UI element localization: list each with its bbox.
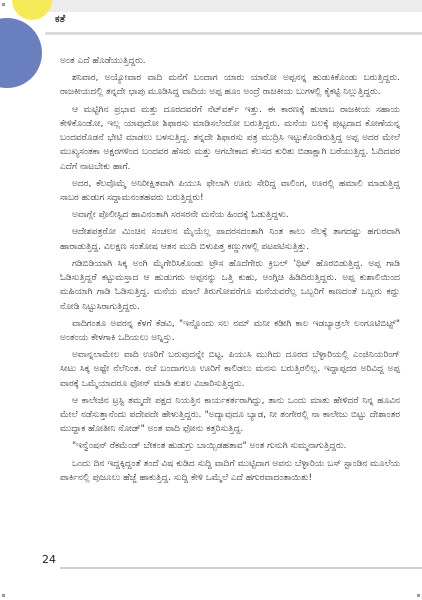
section-title: ಕತೆ [55, 14, 66, 25]
paragraph: ಅವಾಗ್ಲೇ ಪೊಲೀಸ್ಟಿದ ಹಾವಿನಂತಾಗಿ ಸರಸರನೇ ಮನೆಯ ಹಿಂದಕ್ಕೆ ಓಡುತ್ತಿದ್ದಳು. [72, 210, 289, 221]
paragraph: ಅವಾನ್ನಲಾಮೇಲ ವಾದಿ ಊರಿಗೆ ಬರುವುದನ್ನೇ ಬಿಟ್ಟ. ಪಿಯುಸಿ ಮುಗಿದು ದೂರದ ಬೆಳ್ಳಾರಿಯಲ್ಲಿ ಎಂಜಿನಿಯರಿಂಗ್ ಸೀಟು ಸಿಕ್ಕ ಅಷ್ಟೇ ನೆಲೆನಿಂತ. ರಜೆ ಬಂದಾಗಲೂ ಊರಿಗೆ ಕಾಲಿಡಲು ಮನಸು ಬರುತ್ತಿರಲಿಲ್ಲ. ಇದ್ದಾಪ್ಪದರ ಅರಿವಿದ್ದ ಅಪ್ಪ ವಾರಕ್ಕೆ ಒಮ್ಮೆಯಾದರೂ ಫೋನ್ ಮಾಡಿ ಕುಶಲ ವಿಚಾರಿಸುತ್ತಿದ್ದರು. [60, 350, 400, 389]
paragraph: ಆ ಕಾಲೇಜಿನ ಟ್ರಸ್ಟಿ ತಮ್ಮದೇ ಪಕ್ಷದ ನಿಯತ್ತಿನ ಕಾರ್ಯಕರ್ತರಾಗಿದ್ದು, ತಾನು ಒಂದು ಮಾತು ಹೇಳಿದರೆ ನಿನ್ನ ಹೂವಿನ ಮೇಲೆ ನಡೆಸುತ್ತಾನೆಂದು ಪದೇಪದೇ ಹೇಳುತ್ತಿದ್ದರು. "ಅದ್ಯಾವುದೂ ಬ್ಯಾಡ, ನೀ ತಂಗೇರಲ್ಲಿ ನಾ ಕಾಲೇಜು ಬಿಟ್ಟು ದೇಶಾಂತರ ಮುದ್ದಾಕ ಹೋತೀನಿ ನೋಡ್" ಅಂತ ವಾದಿ ಫೋನು ಕತ್ತರಿಸುತ್ತಿದ್ದ. [60, 395, 400, 435]
crop-mark [417, 594, 420, 597]
paragraph: "ಇನ್ವೆಂಷನ್ ರೆಕಮೆಂಡ್ ಬೇಕಂತ ಹುಡುಗ್ರು ಬಾಯ್ಬಿಡಹತಾವ" ಅಂತ ಗುನುಗಿ ಸುಮ್ಮನಾಗುತ್ತಿದ್ದರು. [72, 441, 347, 452]
paragraph: ವಾದಿಗಂತೂ ಅವರನ್ನ ಕೆಳಗೆ ಕೆಡವಿ, "ಇನ್ನೊಂದು ಸಲ ನಮ್ ಮನೀ ಕಡೀಗಿ ಕಾಲ ಇಡಬ್ಯಾಡ್ರಲೇ ಲಂಗೂಟಿಬಿಟ್ಟ್" ಅಂತಂಯ ಕೇಳಗಾಕಿ ಒದಿಯಲು ಅನ್ನಿಸ್ತು. [60, 318, 400, 343]
paragraph: ಅಂತ ಎದೆ ಹೊಡೆಯುತ್ತಿದ್ದರು. [60, 56, 146, 66]
paragraph: ಅದರ, ಕೆಲವೊಮ್ಮೆ ಅನಿರೀಕ್ಷಿತವಾಗಿ ಪಿಯುಸಿ ಫೇಲಾಗಿ ಊರು ಸೇರಿದ್ದ ವಾಲಿಂಗ, ಊರಲ್ಲಿ ಹಮಾಲಿ ಮಾಡುತ್ತಿದ್ದ ಸಾಬರ ಹುಡುಗ ಸದ್ದಾಮನಂತಹವರು ಬರುತ್ತಿದ್ದರು! [60, 178, 400, 203]
article-body [60, 54, 400, 488]
paragraph: ಆದೇಶಪತ್ರರೋ ಮಿಂಚಿನ ಸಂಚಲನ ಮೈಯೆಲ್ಲ ಪಾದರಸದಂತಾಗಿ ನಿಂತ ಕಾಲು ನೆಲಕ್ಕೆ ತಾಗದಷ್ಟು ಹಗುರವಾಗಿ ಹಾರಾಡುತ್ತಿದ್ದ. ವಿಲಕ್ಷಣ ಸಂತೋಷ ಆತನ ಮುದಿ ಬಿಳುಪಿತ್ತ ಕಣ್ಣುಗಳಲ್ಲಿ ಪಟಪಟಿಸುತ್ತಿತ್ತು. [60, 227, 400, 252]
paragraph: ಶನಿವಾರ, ಅಯ್ಯೋವಾರ ವಾದಿ ಮನೆಗೆ ಬಂದಾಗ ಯಾರು ಯಾರೋ ಅಪ್ಪನನ್ನ ಹುಡುಕಿಕೊಂಡು ಬರುತ್ತಿದ್ದರು. ರಾಜಕೀಯದಲ್ಲಿ ತನ್ನದೇ ಛಾಪು ಮೂಡಿಸಿದ್ದ ವಾದಿಯ ಅಪ್ಪ ಹೂಂ ಅಂದ್ರೆ ರಾಜಕೀಯ ಬುಗಳಲ್ಲಿ ಕೈಕಟ್ಟಿ ನಿಲ್ಲುತ್ತಿದ್ದರು. [60, 73, 400, 98]
decorative-yellow-circle [12, 0, 52, 20]
paragraph: ಆ ಮಟ್ಟಿಗಿನ ಪ್ರಭಾವ ಮತ್ತು ದೂರದವರೆಗೆ ನೆಟ್‌ವರ್ಕ್ ಇತ್ತು. ಈ ಕಾರಣಕ್ಕೆ ಹುಟಾಬ ರಾಜಕೀಯ ಸಹಾಯ ಕೇಳಿಕೊಂಡೋ, ಇಲ್ಲ ಯಾವುದೋ ಶಿಫಾರಸು ಮಾಡಿಸಲೆಂದೋ ಬರುತ್ತಿದ್ದರು. ಮನೆಯ ಬಲಕ್ಕೆ ಪುಟ್ಟದಾದ ಕೋಣೆಯನ್ನ ಬಂದವರೊಡನೆ ಭೇಟಿ ಮಾಡಲು ಬಳಸುತ್ತಿದ್ದ. ತನ್ನದೇ ಶಿಫಾರಸು ಪತ್ರ ಮುದ್ರಿಸಿ ಇಟ್ಟುಕೊಂಡಿರುತ್ತಿದ್ದ ಅಪ್ಪ ಅದರ ಮೇಲೆ ಮುಖ್ಯಸಂತಕಾ ಅಕ್ಷರಗಳಿಂದ ಬಂದವರ ಹೆಸರು ಮತ್ತು ಆಗಬೇಕಾದ ಕೆಲಸದ ಕುರಿತು ಬಿಡಾಕ್ಷಾಗಿ ಬರೆಯುತ್ತಿದ್ದ. ಓದಿದವರ ಎದೆಗೆ ನಾಟಬೇಕು ಹಾಗೆ. [60, 104, 400, 172]
decorative-blue-circle [0, 18, 42, 88]
crop-mark [2, 3, 5, 6]
paragraph: ಗಡಿಬಿಡಿಯಾಗಿ ಸಿಕ್ಕ ಅಂಗಿ ಮೈಗೇರಿಸಿಕೊಂಡು ಟ್ರೌಸ ಹೊದೆಗೇರು ಕ್ರಿಬಲ್ 'ಥಿಟ್ ಹೊರಬಿಡುತ್ತಿದ್ದ. ಅಪ್ಪ ಗಾಡಿ ಓಡಿಸುತ್ತಿದ್ದರೆ ಕಟ್ಟುಮಸ್ತಾದ ಆ ಹುಡುಗರು ಅಪ್ಪನನ್ನು ಒತ್ತಿ ಕುಹು, ಅಂಗ್ಗಿಚಿ ಹಿಡಿದಿರುತ್ತಿದ್ದರು. ಅಪ್ಪ ಕುಶಾಲಿಯಿಂದ ಮಹಿಯಾಗಿ ಗಾಡಿ ಓಡಿಸುತ್ತಿದ್ದ. ಮನೆಯ ಮಾಲೆ ತಿರುಗೋವರೆಗೂ ಮನೆಯವರೆಲ್ಲ ಒಬ್ಬರಿಗೆ ಕಾಣದಂತೆ ಒಬ್ಬರು ಕದ್ದು ನೋಡಿ ನಿಟ್ಟುಸಿರಾಗುತ್ತಿದ್ದರು. [60, 258, 400, 312]
footer-rule [60, 567, 422, 569]
header-rule [45, 32, 422, 35]
crop-mark [2, 594, 5, 597]
header-band [42, 0, 422, 12]
paragraph: ಒಂದು ದಿನ ಇದ್ದಕ್ಕಿದ್ದಂತೆ ತಂದೆ ವಿಷ ಕುಡಿದ ಸುದ್ದಿ ವಾದಿಗೆ ಮುಟ್ಟಿದಾಗ ಅವನು ಬೆಳ್ಳಾರಿಯ ಬಸ್ ಸ್ಟಾಂಡಿನ ಮೂಲೆಯ ಪಾರ್ಕಿನಲ್ಲಿ ಪುಜೂಲು ಹೆಜ್ಜೆ ಹಾಕುತ್ತಿದ್ದ. ಸುದ್ದಿ ಕೇಳಿ ಒಮ್ಮೆಲೆ ಎದೆ ಹಗುರವಾದಂತಾಯಿತು! [60, 458, 400, 483]
page-number: 24 [42, 553, 56, 566]
